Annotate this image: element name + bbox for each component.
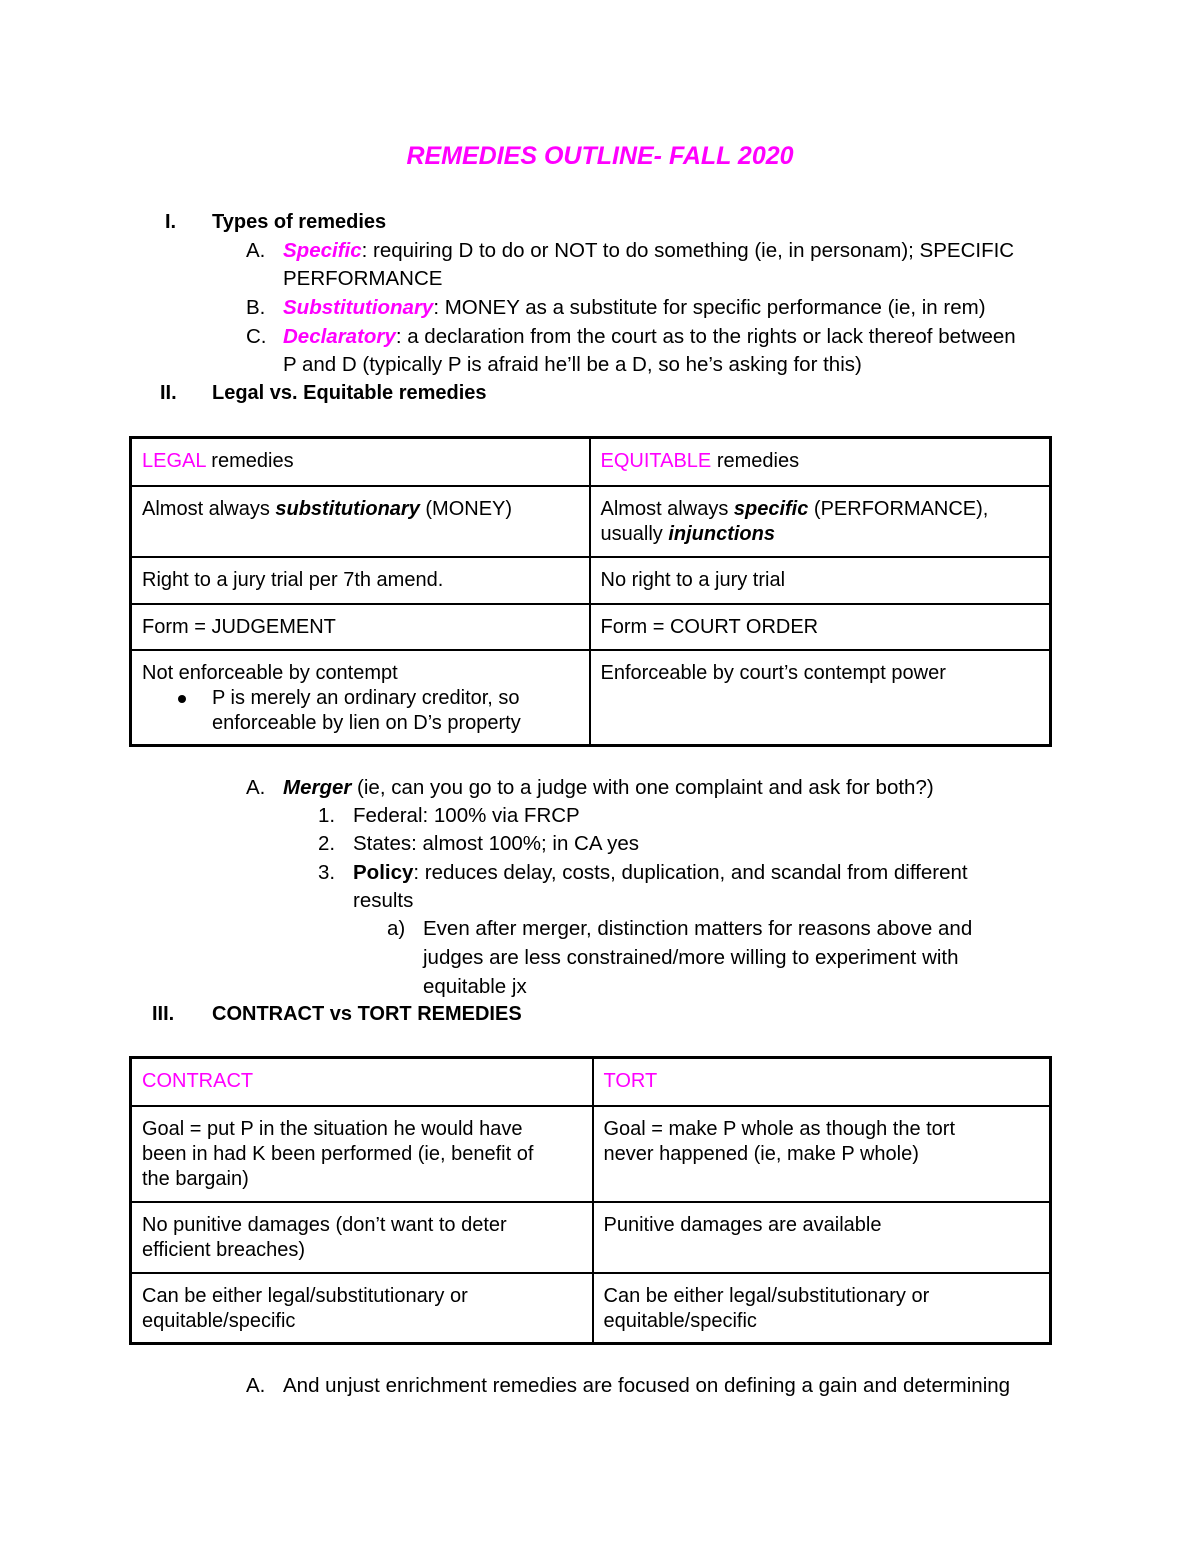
item-a-term: Specific: [283, 239, 362, 262]
bullet-item: [142, 686, 579, 736]
page-title: REMEDIES OUTLINE- FALL 2020: [406, 142, 794, 170]
cell-text: usually: [600, 522, 669, 545]
section-1-number: I.: [165, 211, 177, 233]
legal-header-colored: LEGAL: [142, 450, 206, 472]
table-row: [131, 557, 1051, 604]
item-b-line1: [283, 296, 986, 320]
table-cell: Punitive damages are available: [593, 1202, 1051, 1273]
merger-a-line1: Even after merger, distinction matters for reasons above and: [423, 917, 973, 940]
item-a-line1: [283, 239, 1014, 263]
merger-letter: A.: [246, 776, 266, 799]
table-cell: Form = JUDGEMENT: [131, 604, 590, 650]
cell-line: Goal = put P in the situation he would have: [142, 1117, 523, 1140]
cell-line: Can be either legal/substitutionary or: [142, 1284, 468, 1307]
merger-a-num: a): [387, 917, 406, 940]
item-c-letter: C.: [246, 325, 267, 348]
table-cell: [131, 1106, 593, 1202]
merger-a-line3: equitable jx: [423, 975, 527, 998]
merger-a-line2: judges are less constrained/more willing to experiment with: [423, 946, 959, 969]
table-cell: [593, 1273, 1051, 1344]
merger-n3-num: 3.: [318, 861, 336, 884]
section-2-heading: Legal vs. Equitable remedies: [212, 382, 487, 404]
merger-n3: [353, 861, 968, 885]
section-1-heading: Types of remedies: [212, 211, 387, 233]
final-text: And unjust enrichment remedies are focused on defining a gain and determining: [283, 1374, 1011, 1397]
table-cell: Right to a jury trial per 7th amend.: [131, 557, 590, 604]
merger-text: (ie, can you go to a judge with one complaint and ask for both?): [351, 776, 934, 799]
table-row: [131, 1273, 1051, 1344]
table-cell: [131, 1202, 593, 1273]
item-a-letter: A.: [246, 239, 266, 262]
contract-vs-tort-table: [129, 1056, 1052, 1345]
table-row: [131, 604, 1051, 650]
cell-text: Almost always: [600, 497, 734, 520]
cell-text: Not enforceable by contempt: [142, 661, 398, 684]
tort-header: TORT: [593, 1058, 1051, 1106]
table-cell: [593, 1106, 1051, 1202]
item-c-line1: [283, 325, 1016, 349]
equitable-header-colored: EQUITABLE: [600, 450, 712, 472]
item-c-line2: P and D (typically P is afraid he’ll be a D, so he’s asking for this): [283, 353, 862, 376]
cell-emphasis: substitutionary: [275, 497, 420, 520]
table-cell: [131, 438, 590, 486]
policy-term: Policy: [353, 861, 414, 884]
table-cell: [590, 438, 1051, 486]
merger-n2: States: almost 100%; in CA yes: [353, 832, 639, 855]
equitable-header-rest: remedies: [711, 450, 800, 472]
table-cell: [590, 486, 1051, 557]
table-row: [131, 1202, 1051, 1273]
section-3-heading: CONTRACT vs TORT REMEDIES: [212, 1003, 522, 1025]
table-cell: Enforceable by court’s contempt power: [590, 650, 1051, 746]
legal-header-rest: remedies: [205, 450, 294, 472]
cell-line: equitable/specific: [142, 1309, 296, 1332]
merger-term: Merger: [283, 776, 352, 799]
item-c-term: Declaratory: [283, 325, 396, 348]
cell-emphasis: injunctions: [668, 522, 775, 545]
merger-n1-num: 1.: [318, 804, 336, 827]
bullet-line1: P is merely an ordinary creditor, so: [212, 686, 520, 709]
cell-line: Can be either legal/substitutionary or: [603, 1284, 930, 1307]
item-b-term: Substitutionary: [283, 296, 434, 319]
cell-emphasis: specific: [733, 497, 809, 520]
contract-header: CONTRACT: [131, 1058, 593, 1106]
table-cell: [131, 1273, 593, 1344]
policy-text: : reduces delay, costs, duplication, and scandal from different: [413, 861, 968, 884]
merger-n3-line2: results: [353, 889, 414, 912]
table-row: [131, 1058, 1051, 1106]
cell-text: Almost always: [142, 497, 276, 520]
merger-n2-num: 2.: [318, 832, 336, 855]
section-2-number: II.: [160, 382, 177, 404]
cell-text: (PERFORMANCE),: [808, 497, 989, 520]
merger-n1: Federal: 100% via FRCP: [353, 804, 580, 827]
cell-line: efficient breaches): [142, 1238, 306, 1261]
table-cell: Form = COURT ORDER: [590, 604, 1051, 650]
cell-line: Goal = make P whole as though the tort: [603, 1117, 956, 1140]
final-letter: A.: [246, 1374, 266, 1397]
table-row: [131, 1106, 1051, 1202]
table-row: [131, 486, 1051, 557]
table-cell: [131, 650, 590, 746]
table-row: [131, 438, 1051, 486]
table-row: [131, 650, 1051, 746]
bullet-icon: [178, 695, 186, 703]
cell-text: (MONEY): [419, 497, 513, 520]
cell-line: never happened (ie, make P whole): [603, 1142, 919, 1165]
item-b-text: : MONEY as a substitute for specific performance (ie, in rem): [433, 296, 986, 319]
table-cell: [131, 486, 590, 557]
table-cell: No right to a jury trial: [590, 557, 1051, 604]
cell-line: the bargain): [142, 1167, 249, 1190]
section-3-number: III.: [152, 1003, 175, 1025]
item-a-text: : requiring D to do or NOT to do something (ie, in personam); SPECIFIC: [361, 239, 1015, 262]
cell-line: No punitive damages (don’t want to deter: [142, 1213, 507, 1236]
cell-line: been in had K been performed (ie, benefit of: [142, 1142, 534, 1165]
bullet-line2: enforceable by lien on D’s property: [212, 711, 521, 734]
cell-line: equitable/specific: [603, 1309, 757, 1332]
item-a-line2: PERFORMANCE: [283, 267, 443, 290]
item-b-letter: B.: [246, 296, 266, 319]
item-c-text: : a declaration from the court as to the rights or lack thereof between: [395, 325, 1016, 348]
merger-line: [283, 776, 934, 800]
legal-vs-equitable-table: [129, 436, 1052, 747]
